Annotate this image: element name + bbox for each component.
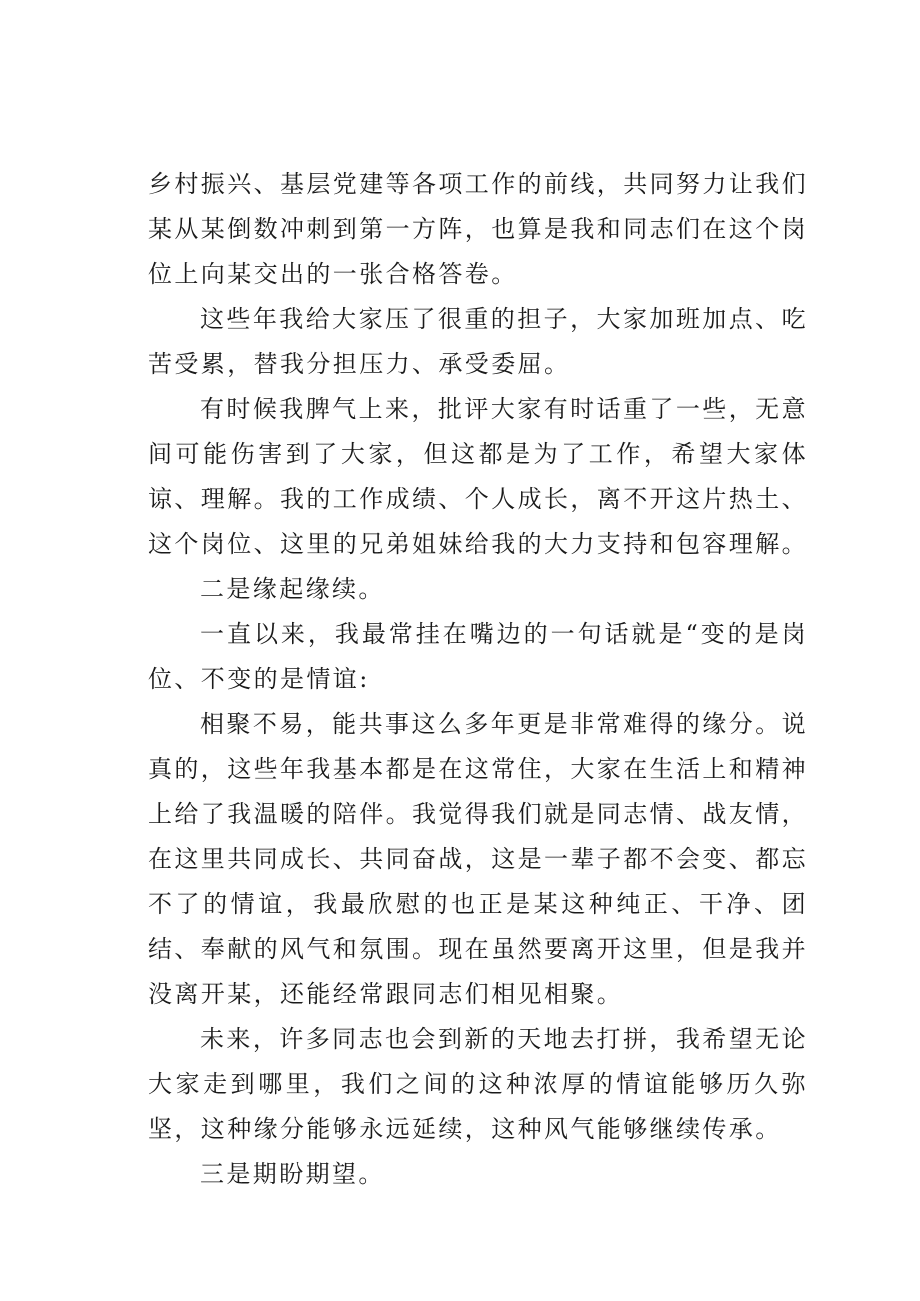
section-heading: 二是缘起缘续。: [200, 575, 385, 603]
paragraph: 一直以来，我最常挂在嘴边的一句话就是“变的是岗位、不变的是情谊:: [148, 620, 808, 693]
paragraph: 未来，许多同志也会到新的天地去打拼，我希望无论大家走到哪里，我们之间的这种浓厚的情谊能够历久弥坚，这种缘分能够永远延续，这种风气能够继续传承。: [148, 1025, 808, 1143]
document-body: [148, 162, 808, 1197]
paragraph: 有时候我脾气上来，批评大家有时话重了一些，无意间可能伤害到了大家，但这都是为了工作，希望大家体谅、理解。我的工作成绩、个人成长，离不开这片热土、这个岗位、这里的兄弟姐妹给我的大力支持和包容理解。: [148, 395, 808, 558]
section-heading: 三是期盼期望。: [200, 1160, 385, 1188]
paragraph: 乡村振兴、基层党建等各项工作的前线，共同努力让我们某从某倒数冲刺到第一方阵，也算是我和同志们在这个岗位上向某交出的一张合格答卷。: [148, 170, 808, 288]
paragraph: 这些年我给大家压了很重的担子，大家加班加点、吃苦受累，替我分担压力、承受委屈。: [148, 305, 808, 378]
paragraph: 相聚不易，能共事这么多年更是非常难得的缘分。说真的，这些年我基本都是在这常住，大家在生活上和精神上给了我温暖的陪伴。我觉得我们就是同志情、战友情，在这里共同成长、共同奋战，这是一辈子都不会变、都忘不了的情谊，我最欣慰的也正是某这种纯正、干净、团结、奉献的风气和氛围。现在虽然要离开这里，但是我并没离开某，还能经常跟同志们相见相聚。: [148, 710, 808, 1008]
